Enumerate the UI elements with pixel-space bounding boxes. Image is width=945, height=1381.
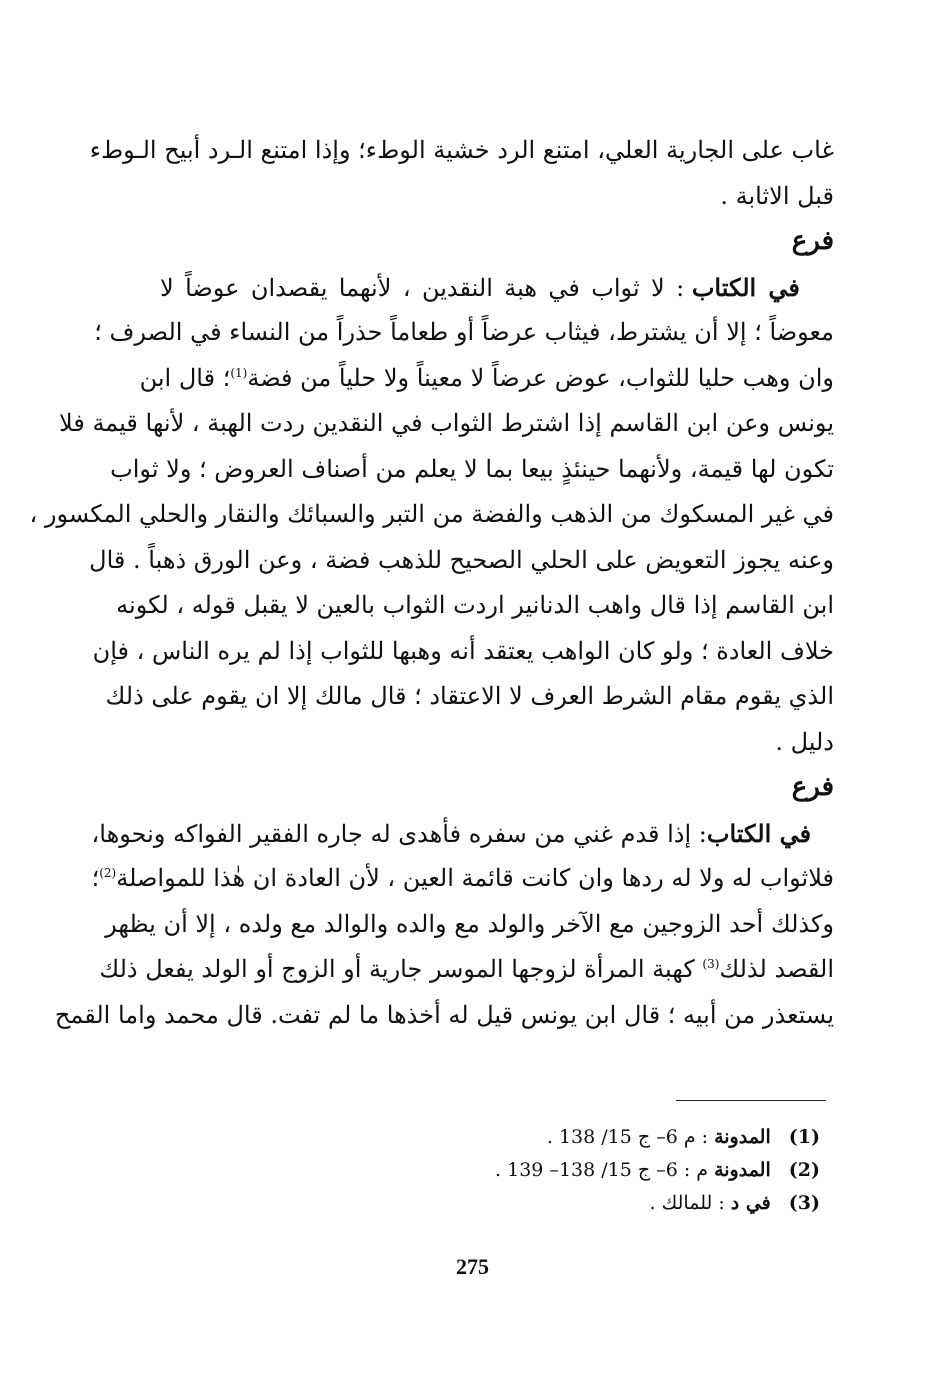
footnote-text: : م 6– ج 15/ 138 . xyxy=(546,1126,715,1148)
text-line: في غير المسكوك من الذهب والفضة من التبر والسبائك والنقار والحلي المكسور ، xyxy=(29,500,834,528)
page-number: 275 xyxy=(456,1254,489,1279)
footnote-ref: (3) xyxy=(702,957,720,971)
text-line: يونس وعن ابن القاسم إذا اشترط الثواب في النقدين ردت الهبة ، لأنها قيمة فلا xyxy=(59,409,834,437)
footnotes xyxy=(400,1121,820,1220)
text-line: يستعذر من أبيه ؛ قال ابن يونس قيل له أخذها ما لم تفت. قال محمد واما القمح xyxy=(54,1000,834,1029)
section-heading: فرع xyxy=(791,772,834,802)
footnote-number: (3) xyxy=(788,1192,820,1214)
text-line: القصد لذلك$^{(3)}$ كهبة المرأة لزوجها الموسر جارية أو الزوج أو الولد يفعل ذلك xyxy=(99,955,834,983)
footnote-source: المدونة xyxy=(714,1126,771,1148)
footnote-number: (1) xyxy=(788,1126,820,1148)
text-line: معوضاً ؛ إلا أن يشترط، فيثاب عرضاً أو طعاماً حذراً من النساء في الصرف ؛ xyxy=(94,318,834,346)
footnote-ref: (1) xyxy=(230,365,248,380)
footnote-item xyxy=(400,1121,820,1154)
lead-phrase: في الكتاب xyxy=(691,272,800,302)
text-line: تكون لها قيمة، ولأنهما حينئذٍ بيعا بما لا يعلم من أصناف العروض ؛ ولا ثواب xyxy=(110,454,834,483)
lead-phrase: في الكتاب xyxy=(706,818,812,848)
text-line: في الكتاب : لا ثواب في هبة النقدين ، لأنهما يقصدان عوضاً لا xyxy=(160,272,800,302)
footnote-source: في د xyxy=(730,1192,771,1214)
text-line: الذي يقوم مقام الشرط العرف لا الاعتقاد ؛ قال مالك إلا ان يقوم على ذلك xyxy=(105,682,834,710)
section-heading: فرع xyxy=(791,226,834,256)
text-line: قبل الاثابة . xyxy=(720,181,834,210)
footnote-item xyxy=(400,1154,820,1187)
footnote-ref: (2) xyxy=(99,866,117,880)
text-line: خلاف العادة ؛ ولو كان الواهب يعتقد أنه وهبها للثواب إذا لم يره الناس ، فإن xyxy=(92,636,834,665)
footnote-divider xyxy=(676,1100,826,1101)
footnote-text: : للمالك . xyxy=(649,1192,731,1214)
footnote-source: المدونة xyxy=(714,1159,771,1181)
text-line: وكذلك أحد الزوجين مع الآخر والولد مع والده والوالد مع ولده ، إلا أن يظهر xyxy=(105,909,834,938)
footnote-number: (2) xyxy=(788,1159,820,1181)
text-line: وعنه يجوز التعويض على الحلي الصحيح للذهب فضة ، وعن الورق ذهباً . قال xyxy=(89,545,834,574)
text-line: دليل . xyxy=(775,727,834,756)
footnote-text: م : 6– ج 15/ 138– 139 . xyxy=(495,1159,715,1181)
text-line: غاب على الجارية العلي، امتنع الرد خشية الوطء؛ وإذا امتنع الـرد أبيح الـوطء xyxy=(89,136,834,164)
main-text xyxy=(29,128,834,1038)
footnote-item xyxy=(400,1187,820,1220)
text-line: وان وهب حليا للثواب، عوض عرضاً لا معيناً ولا حلياً من فضة$^{(1)}$؛ قال ابن xyxy=(139,363,834,392)
text-line: في الكتاب: إذا قدم غني من سفره فأهدى له جاره الفقير الفواكه ونحوها، xyxy=(91,818,812,848)
text-line: ابن القاسم إذا قال واهب الدنانير اردت الثواب بالعين لا يقبل قوله ، لكونه xyxy=(116,591,834,619)
text-line: فلاثواب له ولا له ردها وان كانت قائمة العين ، لأن العادة ان هٰذا للمواصلة$^{(2)}$؛ xyxy=(91,864,834,892)
